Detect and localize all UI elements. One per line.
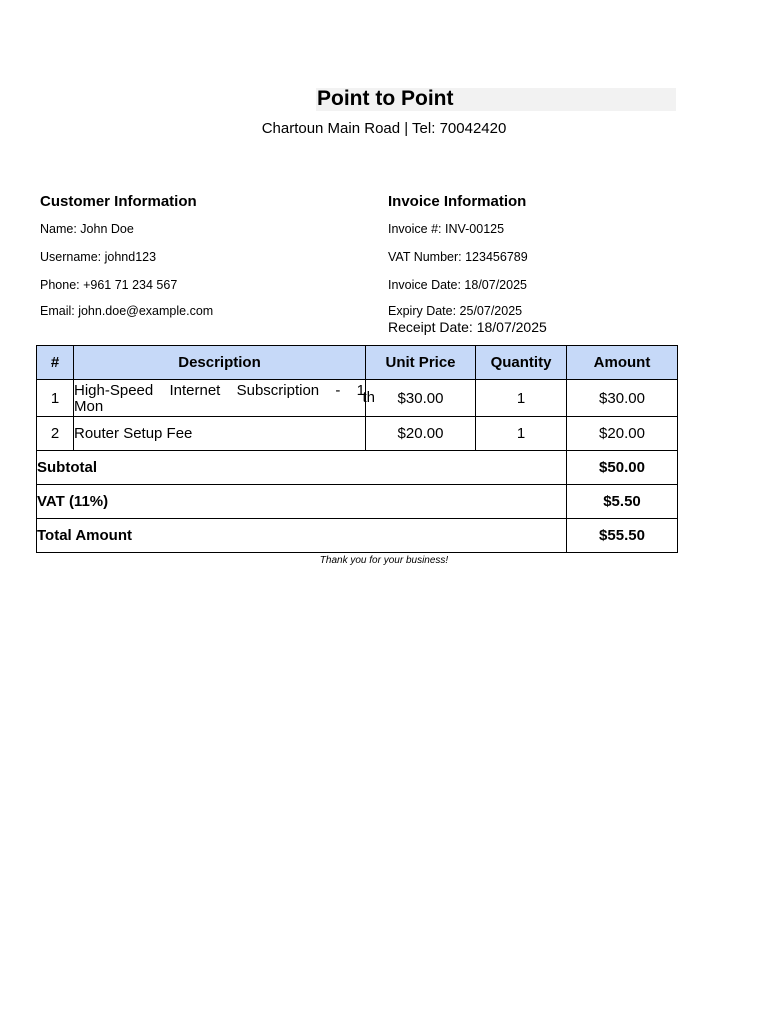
- customer-phone: Phone: +961 71 234 567: [40, 278, 178, 292]
- vat-label: VAT (11%): [37, 485, 567, 519]
- invoice-info-title: Invoice Information: [388, 193, 527, 210]
- total-row: [37, 519, 678, 553]
- table-row: [37, 380, 678, 417]
- row-quantity: 1: [476, 380, 567, 417]
- customer-email: Email: john.doe@example.com: [40, 304, 214, 318]
- row-description: [74, 380, 375, 417]
- vat-number: VAT Number: 123456789: [388, 250, 528, 264]
- subtotal-value: $50.00: [567, 451, 678, 485]
- column-header-amount: Amount: [567, 346, 678, 380]
- row-description-line1: High-Speed Internet Subscription - 1: [74, 382, 365, 399]
- column-header-description: Description: [74, 346, 366, 380]
- column-header-quantity: Quantity: [476, 346, 567, 380]
- column-header-unit-price: Unit Price: [366, 346, 476, 380]
- invoice-date: Invoice Date: 18/07/2025: [388, 278, 527, 292]
- column-header-number: #: [37, 346, 74, 380]
- row-number: 1: [37, 380, 74, 417]
- subtotal-row: [37, 451, 678, 485]
- row-description-overflow: th: [362, 389, 375, 406]
- row-amount: $30.00: [567, 380, 678, 417]
- expiry-date: Expiry Date: 25/07/2025: [388, 304, 523, 318]
- subtotal-label: Subtotal: [37, 451, 567, 485]
- customer-info-title: Customer Information: [40, 193, 197, 210]
- company-address: Chartoun Main Road | Tel: 70042420: [261, 120, 507, 137]
- invoice-items-table: [36, 345, 678, 553]
- row-description-line2: Mon: [74, 398, 104, 415]
- customer-username: Username: johnd123: [40, 250, 157, 264]
- customer-name: Name: John Doe: [40, 222, 134, 236]
- table-header-row: [37, 346, 678, 380]
- total-label: Total Amount: [37, 519, 567, 553]
- total-value: $55.50: [567, 519, 678, 553]
- row-quantity: 1: [476, 417, 567, 451]
- thank-you-note: Thank you for your business!: [319, 555, 449, 566]
- table-row: [37, 417, 678, 451]
- row-number: 2: [37, 417, 74, 451]
- company-name: Point to Point: [317, 87, 454, 110]
- row-description: Router Setup Fee: [74, 417, 366, 451]
- row-unit-price: $20.00: [366, 417, 476, 451]
- vat-value: $5.50: [567, 485, 678, 519]
- invoice-number: Invoice #: INV-00125: [388, 222, 505, 236]
- receipt-date: Receipt Date: 18/07/2025: [388, 319, 547, 335]
- row-unit-price: $30.00: [366, 380, 476, 417]
- vat-row: [37, 485, 678, 519]
- row-amount: $20.00: [567, 417, 678, 451]
